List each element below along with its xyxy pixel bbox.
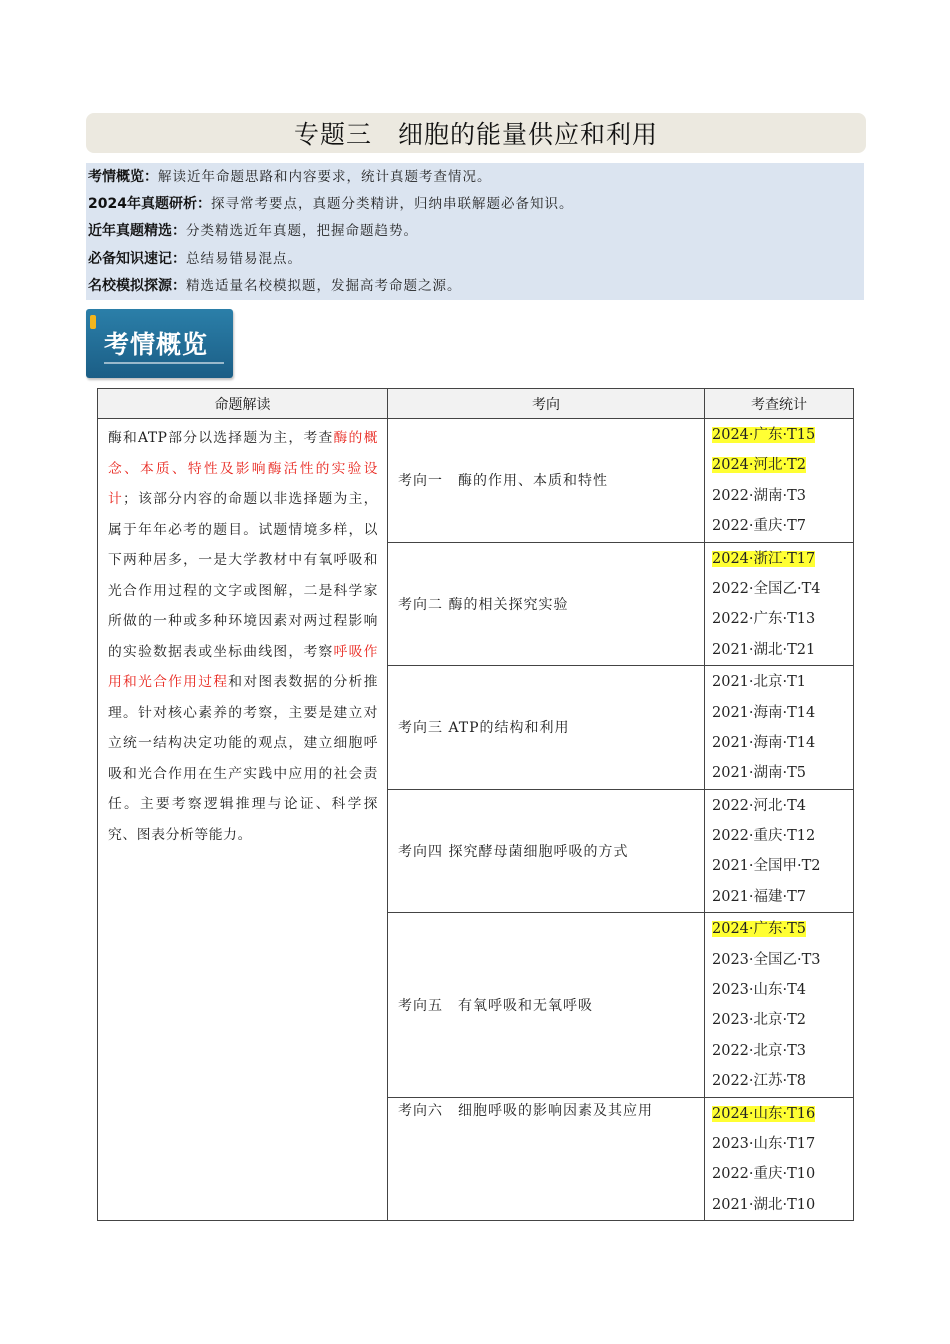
stat-text: 2021·海南·T14 (712, 704, 816, 721)
stat-item (712, 1190, 853, 1220)
guide-row (88, 164, 864, 191)
header-direction: 考向 (388, 389, 705, 419)
exam-table (97, 388, 854, 1221)
stat-item (712, 851, 853, 881)
stat-item (712, 914, 853, 944)
guide-key: 2024年真题研析： (88, 196, 211, 213)
stat-item (712, 728, 853, 758)
guide-row (88, 191, 864, 218)
stat-item (712, 635, 853, 665)
badge-underline (104, 362, 224, 364)
stat-text: 2021·湖北·T10 (712, 1196, 816, 1213)
stat-text: 2022·广东·T13 (712, 611, 816, 628)
header-stats: 考查统计 (705, 389, 854, 419)
stat-text: 2022·湖南·T3 (712, 487, 807, 504)
title-bar (86, 113, 866, 153)
stats-cell (705, 1097, 854, 1221)
guide-key: 近年真题精选： (88, 223, 186, 240)
direction-cell: 考向六 细胞呼吸的影响因素及其应用 (388, 1097, 705, 1221)
direction-cell: 考向二 酶的相关探究实验 (388, 542, 705, 666)
stat-item (712, 1129, 853, 1159)
stat-item (712, 945, 853, 975)
guide-key: 考情概览： (88, 169, 158, 185)
stat-item (712, 481, 853, 511)
stat-text: 2023·北京·T2 (712, 1012, 807, 1029)
guide-row (88, 218, 864, 245)
stats-cell (705, 419, 854, 543)
stat-text: 2024·浙江·T17 (712, 550, 816, 567)
stat-item (712, 1005, 853, 1035)
direction-cell: 考向五 有氧呼吸和无氧呼吸 (388, 913, 705, 1097)
guide-row (88, 246, 864, 273)
table-header-row (98, 389, 854, 419)
stat-item (712, 882, 853, 912)
stat-item (712, 667, 853, 697)
guide-value: 解读近年命题思路和内容要求，统计真题考查情况。 (158, 169, 492, 185)
interp-emphasis: 酶的概念、本质、特性及影响酶活性的实验设计 (108, 430, 378, 507)
stat-text: 2022·重庆·T7 (712, 518, 807, 535)
badge-tab-icon (90, 315, 96, 329)
stat-item (712, 420, 853, 450)
guide-value: 总结易错易混点。 (186, 250, 302, 267)
stat-text: 2022·江苏·T8 (712, 1073, 807, 1090)
stat-item (712, 698, 853, 728)
interp-emphasis: 呼吸作用和光合作用过程 (108, 643, 378, 690)
guide-value: 精选适量名校模拟题，发掘高考命题之源。 (186, 277, 462, 294)
stat-text: 2022·重庆·T12 (712, 828, 816, 845)
stat-item (712, 604, 853, 634)
stat-text: 2021·北京·T1 (712, 674, 807, 691)
table-row (98, 419, 854, 543)
stat-text: 2021·海南·T14 (712, 734, 816, 751)
direction-cell: 考向一 酶的作用、本质和特性 (388, 419, 705, 543)
guide-key: 必备知识速记： (88, 250, 186, 267)
guide-value: 探寻常考要点，真题分类精讲，归纳串联解题必备知识。 (210, 196, 574, 213)
direction-cell: 考向四 探究酵母菌细胞呼吸的方式 (388, 789, 705, 913)
stat-item (712, 821, 853, 851)
stat-item (712, 758, 853, 788)
stat-item (712, 574, 853, 604)
stat-text: 2021·全国甲·T2 (712, 858, 821, 875)
stat-text: 2021·湖北·T21 (712, 641, 816, 658)
stat-item (712, 544, 853, 574)
stat-text: 2021·湖南·T5 (712, 765, 807, 782)
page-title: 专题三 细胞的能量供应和利用 (293, 120, 658, 149)
stat-text: 2024·广东·T15 (712, 427, 816, 443)
stat-text: 2024·河北·T2 (712, 457, 807, 474)
interpretation-cell (98, 419, 388, 1221)
stat-text: 2023·山东·T4 (712, 982, 807, 999)
stat-text: 2023·山东·T17 (712, 1135, 816, 1152)
guide-value: 分类精选近年真题，把握命题趋势。 (186, 223, 418, 240)
stat-text: 2022·全国乙·T4 (712, 580, 821, 597)
guide-key: 名校模拟探源： (88, 277, 186, 294)
stats-cell (705, 666, 854, 790)
guide-row (88, 273, 864, 300)
guide-box (86, 163, 864, 300)
stat-text: 2024·广东·T5 (712, 921, 807, 938)
direction-cell: 考向三 ATP的结构和利用 (388, 666, 705, 790)
stat-text: 2022·重庆·T10 (712, 1166, 816, 1183)
stat-item (712, 1159, 853, 1189)
stats-cell (705, 789, 854, 913)
interp-text: ；该部分内容的命题以非选择题为主，属于年年必考的题目。试题情境多样，以下两种居多，一是大学教材中有氧呼吸和光合作用过程的文字或图解，二是科学家所做的一种或多种环境因素对两过程影响的实验数据表或坐标曲线图，考察 (108, 491, 378, 660)
stat-item (712, 975, 853, 1005)
stat-text: 2023·全国乙·T3 (712, 951, 821, 968)
interp-text: 酶和ATP部分以选择题为主，考查 (108, 430, 334, 446)
badge-label: 考情概览 (104, 330, 209, 359)
interp-text: 和对图表数据的分析推理。针对核心素养的考察，主要是建立对立统一结构决定功能的观点，建立细胞呼吸和光合作用在生产实践中应用的社会责任。主要考察逻辑推理与论证、科学探究、图表分析等能力。 (108, 674, 378, 843)
stat-item (712, 1099, 853, 1129)
header-interpretation: 命题解读 (98, 389, 388, 419)
stat-text: 2022·北京·T3 (712, 1042, 807, 1059)
stat-item (712, 791, 853, 821)
stat-item (712, 1066, 853, 1096)
stat-item (712, 450, 853, 480)
stat-item (712, 1036, 853, 1066)
stat-text: 2024·山东·T16 (712, 1105, 816, 1122)
stat-text: 2021·福建·T7 (712, 888, 807, 905)
section-badge (86, 309, 233, 378)
stats-cell (705, 542, 854, 666)
stat-item (712, 511, 853, 541)
stats-cell (705, 913, 854, 1097)
stat-text: 2022·河北·T4 (712, 797, 807, 814)
